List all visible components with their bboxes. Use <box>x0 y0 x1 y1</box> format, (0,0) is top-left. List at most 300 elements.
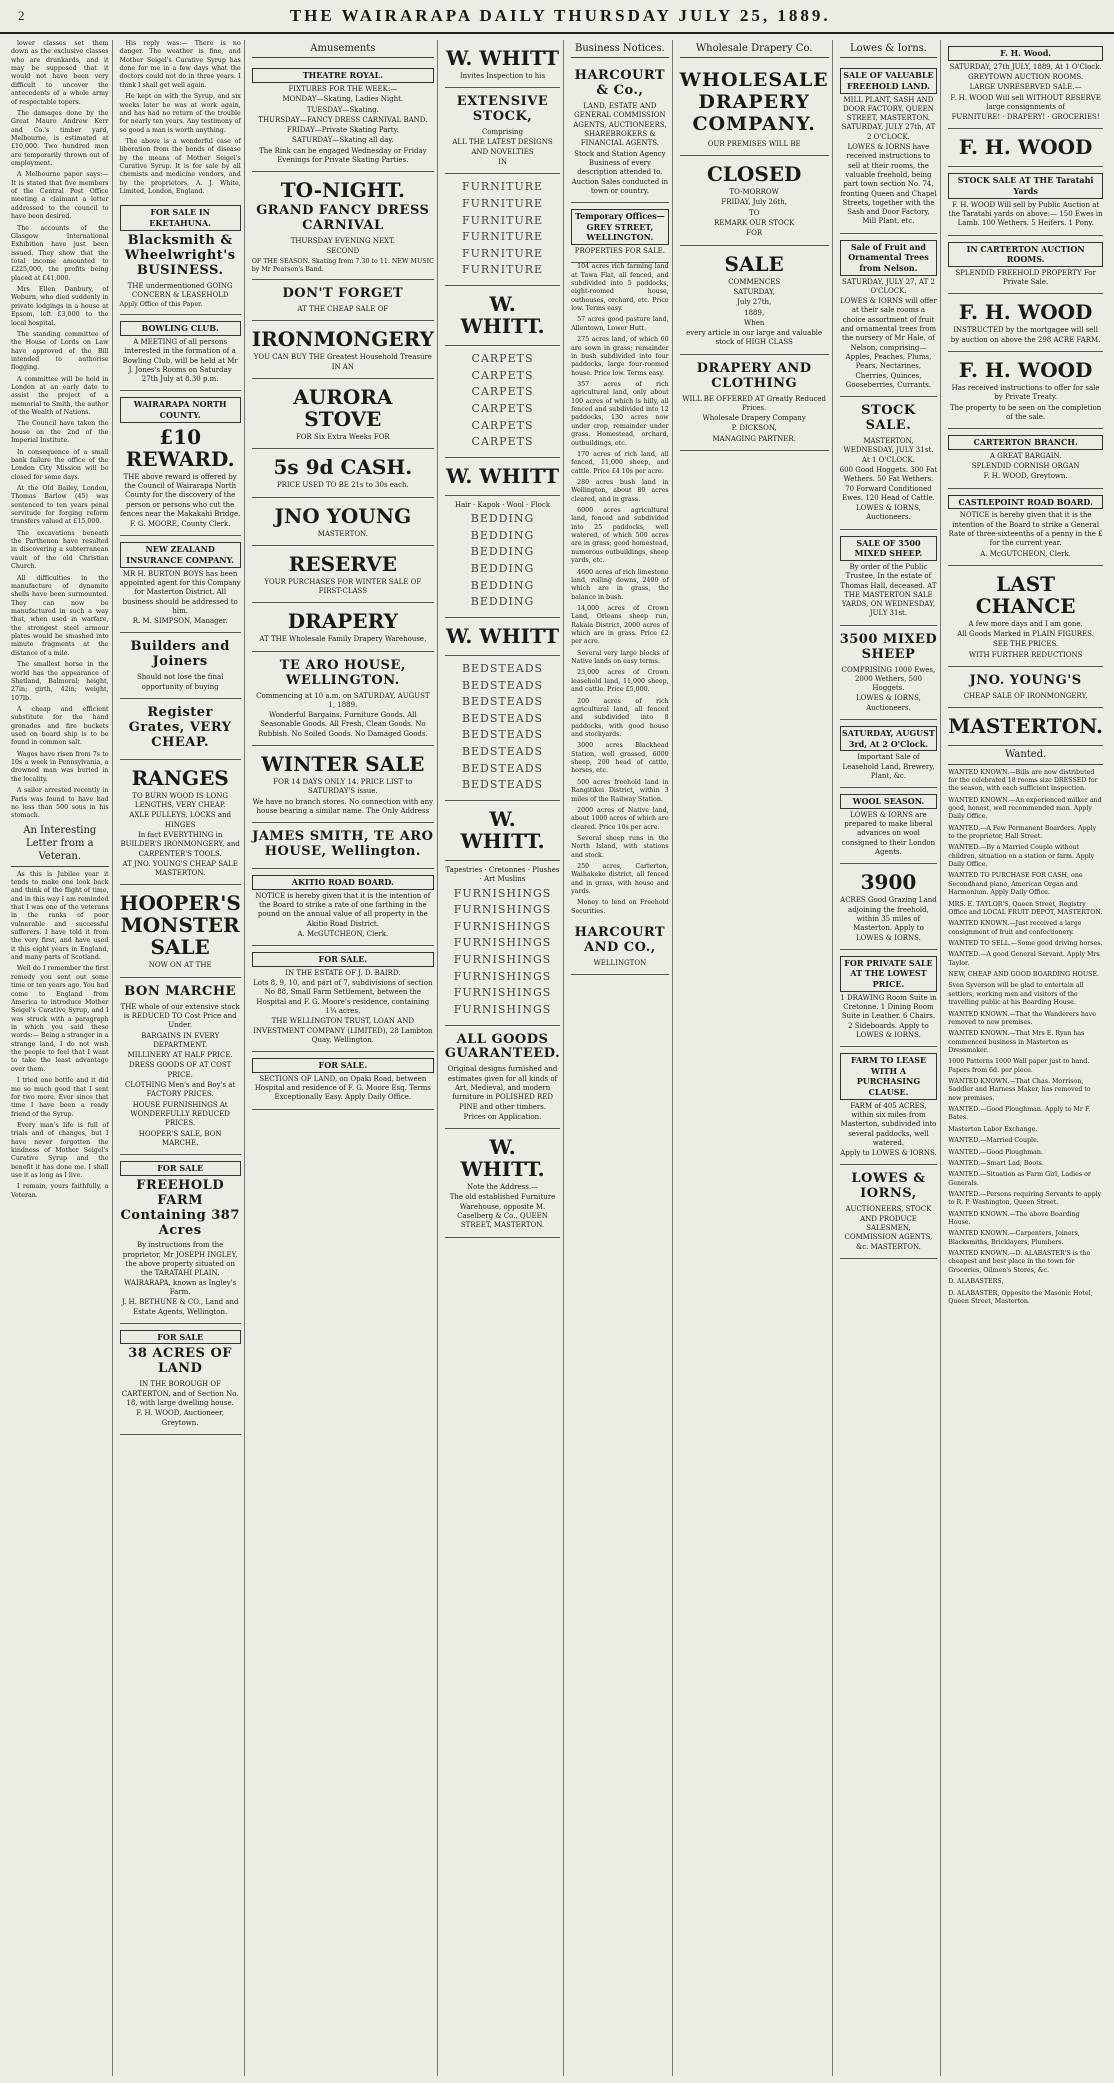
wanted-notice: WANTED.—Married Couple. <box>948 1137 1039 1145</box>
advertisement <box>840 950 938 1047</box>
advertisement <box>120 633 241 698</box>
ad-title: JNO. YOUNG'S <box>969 672 1082 688</box>
news-paragraph: He kept on with the Syrup, and six weeks later he was at work again, and has had no return of the trouble for nearly ten years. Any testimony of so good a man is worth anything. <box>119 93 241 134</box>
advertisement <box>680 355 829 451</box>
advertisement <box>680 62 829 156</box>
advertisement <box>948 294 1103 352</box>
ad-display-title: W. WHITT <box>445 623 560 648</box>
ad-repeat-word: FURNITURE <box>461 246 544 260</box>
ad-line: When <box>743 318 765 327</box>
advertisement <box>840 530 938 626</box>
advertisement <box>948 167 1103 235</box>
advertisement <box>445 458 560 496</box>
property-listing: 4600 acres of rich limestone land, rolling downs, 2400 of which are in grass, the balance in bush. <box>571 568 669 601</box>
wanted-notice: NEW, CHEAP AND GOOD BOARDING HOUSE. <box>948 971 1100 979</box>
ad-repeat-word: BEDDING <box>470 595 535 609</box>
ad-line: The old established Furniture Warehouse, opposite M. Caselberg & Co., QUEEN STREET, MASTERTON. <box>449 1193 556 1230</box>
ad-display-title: F. H. WOOD <box>958 357 1093 382</box>
ad-repeat-word: BEDSTEADS <box>461 728 544 742</box>
advertisement <box>252 823 434 869</box>
ad-line: MILL PLANT, SASH AND DOOR FACTORY, QUEEN STREET, MASTERTON. SATURDAY, JULY 27th, AT 2 O'CLOCK. <box>841 95 936 141</box>
ad-display-title: W. WHITT. <box>460 1135 545 1182</box>
ad-line: CHEAP SALE OF IRONMONGERY, <box>963 691 1088 700</box>
advertisement <box>840 62 938 233</box>
property-listing: 275 acres land, of which 60 are sown in grass; remainder in bush subdivided into four paddocks, large four-roomed house. Price low. Terms easy. <box>571 336 669 377</box>
advertisement <box>252 869 434 946</box>
ad-line: By instructions from the proprietor, Mr JOSEPH INGLEY, the above property situated on the TARATAHI PLAIN, WAIRARAPA, known as Ingley's Farm. <box>122 1241 238 1296</box>
wanted-notice: 1000 Patterns 1000 Wall paper just to hand. Papers from 6d. per piece. <box>948 1058 1090 1074</box>
advertisement <box>840 1047 938 1165</box>
ad-display-title: DRAPERY <box>287 609 398 634</box>
ad-repeat-word: FURNITURE <box>461 263 544 277</box>
section-heading: Lowes & Iorns. <box>840 42 938 58</box>
advertisement <box>948 708 1103 746</box>
ad-line: IN THE ESTATE OF J. D. BAIRD. <box>285 968 401 977</box>
letter-paragraph: I remain, yours faithfully, a Veteran. <box>11 1183 109 1199</box>
ad-line: YOUR PURCHASES FOR WINTER SALE OF FIRST-CLASS <box>264 577 422 596</box>
ad-line: WITH FURTHER REDUCTIONS <box>968 650 1083 659</box>
ad-line: LAND, ESTATE AND GENERAL COMMISSION AGENTS, AUCTIONEERS, SHAREBROKERS & FINANCIAL AGENTS. <box>573 102 667 148</box>
ad-heading: F. H. Wood. <box>948 46 1103 61</box>
ad-line: ALL THE LATEST DESIGNS AND NOVELTIES <box>452 138 553 156</box>
ad-display-title: HOOPER'S MONSTER SALE <box>119 891 241 960</box>
column-business-notices <box>568 40 673 2076</box>
ad-title: TE ARO HOUSE, WELLINGTON. <box>279 657 406 688</box>
wanted-notice: WANTED KNOWN.—The above Boarding House. <box>948 1210 1080 1227</box>
ad-title: ALL GOODS GUARANTEED. <box>444 1031 561 1062</box>
ad-repeat-word: FURNITURE <box>461 213 544 227</box>
ad-line: F. H. WOOD, Greytown. <box>983 472 1068 481</box>
property-listing: 250 acres, Carterton, Waihakeke district, all fenced and in grass, with house and yards. <box>571 863 669 896</box>
advertisement <box>445 286 560 346</box>
wanted-notice: WANTED KNOWN.—An experienced milker and good, honest, well recommended man. Apply Daily Office. <box>948 796 1102 821</box>
advertisement <box>445 861 560 1026</box>
ad-line: FARM of 405 ACRES, within six miles from Masterton, subdivided into several paddocks, well watered. <box>840 1101 937 1147</box>
advertisement <box>445 346 560 458</box>
ad-repeat-word: CARPETS <box>471 435 534 449</box>
ad-repeat-word: BEDSTEADS <box>461 778 544 792</box>
column-wood-wanted <box>945 40 1106 2076</box>
wanted-notice: WANTED KNOWN.—Just received a large consignment of fruit and confectionery. <box>948 920 1082 936</box>
news-paragraph: The smallest horse in the world has the appearance of Shetland, Balmoral; height, 27in; girth, 42in; weight, 107lb. <box>11 661 109 702</box>
section-heading: Wholesale Drapery Co. <box>680 42 829 58</box>
ad-title: 38 ACRES OF LAND <box>128 1346 233 1377</box>
ad-display-title: IRONMONGERY <box>251 327 434 352</box>
ad-display-title: WINTER SALE <box>261 752 425 777</box>
ad-heading: FOR SALE <box>120 1330 241 1345</box>
ad-line: TO BURN WOOD IS LONG LENGTHS, VERY CHEAP. <box>132 791 228 810</box>
ad-line: We have no branch stores. No connection with any house bearing a similar name. The Only Address <box>252 797 434 815</box>
ad-line: YOU CAN BUY THE Greatest Household Treasure IN AN <box>253 353 432 371</box>
ad-line: A. McGUTCHEON, Clerk. <box>297 929 389 938</box>
news-paragraph: A cheap and efficient substitute for the hand grenades and fire buckets used on board ship is to be found in common salt. <box>11 705 109 747</box>
ad-line: SPLENDID FREEHOLD PROPERTY For Private Sale. <box>955 268 1096 287</box>
ad-title: Builders and Joiners <box>130 639 230 670</box>
ad-repeat-word: FURNISHINGS <box>453 1002 552 1016</box>
ad-line: THE WELLINGTON TRUST, LOAN AND INVESTMENT COMPANY (LIMITED), 28 Lambton Quay, Wellington. <box>253 1017 433 1044</box>
ad-heading: FOR PRIVATE SALE AT THE LOWEST PRICE. <box>840 956 938 992</box>
ad-display-title: CLOSED <box>706 162 802 187</box>
ad-repeat-word: BEDSTEADS <box>461 695 544 709</box>
news-paragraph: At the Old Bailey, London, Thomas Barlow (45) was sentenced to ten years penal servitude for forging reform transfers valued at £15,000. <box>11 484 109 526</box>
ad-line: DRESS GOODS OF AT COST PRICE. <box>128 1061 232 1079</box>
ad-line: July 27th, <box>737 298 772 307</box>
ad-line: HOOPER'S SALE, BON MARCHE. <box>138 1129 222 1147</box>
ad-repeat-word: BEDSTEADS <box>461 661 544 675</box>
ad-line: MONDAY—Skating, Ladies Night. <box>282 95 404 104</box>
property-listing: 14,000 acres of Crown Land, Orleans sheep run, Rakaia District, 2000 acres of which are in grass. Price £2 per acre. <box>571 604 669 646</box>
advertisement <box>840 864 938 949</box>
ad-line: ACRES Good Grazing Land adjoining the freehold, within 35 miles of Masterton. Apply to LOWES & IORNS. <box>840 896 937 942</box>
advertisement <box>252 449 434 497</box>
news-paragraph: The accounts of the Glasgow International Exhibition have just been issued. They show that the total income amounted to £225,000, the profits being placed at £41,000. <box>11 224 109 282</box>
page-columns <box>8 40 1106 2076</box>
ad-line: LOWES & IORNS will offer at their sale rooms a choice assortment of fruit and ornamental trees from the nursery of Mr Hale, of Nelson, comprising— Apples, Peaches, Plums, Pears, Nectarines, Cherries, Quinces, Gooseberries, Currants. <box>840 297 937 389</box>
wanted-notice: D. ALABASTERS, <box>948 1278 1004 1286</box>
ad-line: FOR 14 DAYS ONLY 14. PRICE LIST to SATURDAY'S issue. <box>273 778 413 796</box>
news-paragraph: lower classes set them down as the exclusive classes who are drunkards, and it may be supposed that it would not have been very difficult to uncover the antecedents of a whole army of respectable topers. <box>11 40 109 106</box>
wanted-notice: Sven Syverson will be glad to entertain all settlers, working men and visitors of the travelling public at his Boarding House. <box>948 982 1084 1007</box>
ad-repeat-word: FURNITURE <box>461 180 544 194</box>
ad-line: SATURDAY, <box>733 287 775 296</box>
ad-line: TO-MORROW <box>729 188 779 197</box>
ad-repeat-word: CARPETS <box>471 368 534 382</box>
ad-subtext: Hair · Kapok · Wool · Flock <box>454 500 551 509</box>
section-heading: Business Notices. <box>571 42 669 58</box>
column-amusements <box>249 40 438 2076</box>
ad-repeat-word: FURNISHINGS <box>453 903 552 917</box>
ad-line: SATURDAY, JULY 27, AT 2 O'CLOCK. <box>841 277 935 295</box>
column-news-1 <box>8 40 113 2076</box>
masthead <box>0 0 1114 34</box>
ad-subtext: Tapestries · Cretonnes · Plushes · Art Muslins <box>445 865 560 884</box>
ad-line: AT THE Wholesale Family Drapery Warehouse, <box>259 635 427 644</box>
property-listing: 6000 acres agricultural land, fenced and subdivided into 25 paddocks, well watered, of which 500 acres are in grass; good homestead, numerous outbuildings, sheep yards, etc. <box>571 507 669 565</box>
ad-line: THE undermentioned GOING CONCERN & LEASEHOLD <box>127 281 233 299</box>
wanted-notice: WANTED.—A good General Servant. Apply Mrs Taylor. <box>948 951 1100 967</box>
advertisement <box>252 946 434 1052</box>
ad-line: LOWES & IORNS, Auctioneers. <box>856 504 921 522</box>
ad-display-title: WHOLESALE DRAPERY COMPANY. <box>679 69 829 135</box>
ad-display-title: F. H. WOOD <box>958 300 1093 325</box>
ad-line: AXLE PULLEYS, LOCKS and HINGES <box>129 811 231 829</box>
ad-line: Prices on Application. <box>463 1112 542 1121</box>
ad-heading: WOOL SEASON. <box>840 794 938 809</box>
ad-line: SECTIONS OF LAND, on Opaki Road, between Hospital and residence of F. G. Moore Esq. Terms Exceptionally Easy. Apply Daily Office. <box>254 1074 431 1102</box>
wanted-notice: WANTED.—By a Married Couple without children, situation on a station or farm. Apply Daily Office. <box>948 844 1095 869</box>
advertisement <box>445 656 560 801</box>
column-lowes-iorns <box>837 40 942 2076</box>
ad-heading: Temporary Offices— GREY STREET, WELLINGTON. <box>571 209 669 245</box>
ad-display-title: F. H. WOOD <box>958 135 1093 160</box>
ad-line: NOTICE is hereby given that it is the intention of the Board to strike a General Rate of three-sixteenths of a penny in the £ for the current year. <box>948 511 1103 548</box>
ad-line: F. H. WOOD Will sell WITHOUT RESERVE large consignments of <box>950 93 1101 111</box>
advertisement <box>948 489 1103 566</box>
advertisement <box>948 429 1103 489</box>
wanted-notice: WANTED TO SELL.—Some good driving horses. <box>948 939 1103 947</box>
ad-line: Should not lose the final opportunity of buying <box>136 673 224 691</box>
ad-line: FRIDAY—Private Skating Party. <box>286 126 399 135</box>
ad-line: FRIDAY, July 26th, <box>721 198 787 207</box>
property-listing: 104 acres rich farming land at Tawa Flat, all fenced, and subdivided into 5 paddocks, eight-roomed house, outhouses, orchard, etc. Price low. Terms easy. <box>571 263 669 313</box>
ad-title: EXTENSIVE STOCK, <box>456 94 549 125</box>
advertisement <box>252 546 434 604</box>
ad-line: A MEETING of all persons interested in the formation of a Bowling Club, will be held at Mr J. Jones's Rooms on Saturday 27th July at 8.30 p.m. <box>122 337 238 384</box>
ad-title: Register Grates, VERY CHEAP. <box>128 704 232 750</box>
property-listing: Money to lend on Freehold Securities. <box>571 899 669 915</box>
ad-line: FOR <box>746 229 763 238</box>
advertisement <box>445 496 560 618</box>
ad-line: PROPERTIES FOR SALE. <box>574 247 665 256</box>
property-listing: 3000 acres Blackhead Station, well grassed, 6000 sheep, 200 head of cattle, horses, etc. <box>571 742 669 775</box>
wanted-notice: D. ALABASTER, Opposite the Masonic Hotel, Queen Street, Masterton. <box>948 1289 1093 1305</box>
ad-line: Apply to LOWES & IORNS. <box>840 1149 937 1158</box>
ad-line: Important Sale of Leasehold Land, Brewery, Plant, &c. <box>842 753 935 780</box>
ad-display-title: RANGES <box>131 765 229 790</box>
wanted-notice: WANTED TO PURCHASE FOR CASH, one Secondhand piano, American Organ and Harmonium. Apply Daily Office. <box>948 872 1083 897</box>
ad-display-title: RESERVE <box>288 551 397 576</box>
advertisement <box>252 603 434 651</box>
ad-heading: FOR SALE. <box>252 952 434 967</box>
advertisement <box>445 801 560 861</box>
ad-repeat-word: BEDSTEADS <box>461 745 544 759</box>
letter-paragraph: As this is Jubilee year it tends to make one look back and think of the flight of time, and in this way I am reminded that I was one of the veterans in the ranks of poor vulnerable and successful sufferers. I have told it from the very first, and have used it this eight years in England, and many parts of Scotland. <box>11 870 109 962</box>
ad-line: LOWES & IORNS have received instructions to sell at their rooms, the valuable freehold, being part town section No. 74, fronting Queen and Chapel Streets, together with the Sash and Door Factory, Mill Plant, etc. <box>840 143 937 226</box>
ad-repeat-word: BEDSTEADS <box>461 711 544 725</box>
ad-line: LOWES & IORNS are prepared to make liberal advances on wool consigned to their London Agents. <box>841 810 936 857</box>
wanted-notice: WANTED.—Good Ploughman. <box>948 1148 1043 1156</box>
property-listing: 280 acres bush land in Wellington, about 80 acres cleared, and in grass. <box>571 478 669 503</box>
ad-line: FOR Six Extra Weeks FOR <box>295 432 390 441</box>
ad-line: REMARK OUR STOCK <box>714 219 795 228</box>
advertisement <box>680 156 829 245</box>
ad-line: PRICE USED TO BE 21s to 30s each. <box>276 481 409 490</box>
wanted-notice: WANTED.—Smart Lad, Boots. <box>948 1159 1044 1167</box>
ad-line: The Rink can be engaged Wednesday or Friday Evenings for Private Skating Parties. <box>259 146 427 164</box>
advertisement <box>252 498 434 546</box>
advertisement <box>948 667 1103 708</box>
ad-line: In fact EVERYTHING in BUILDER'S IRONMONGERY, and CARPENTER'S TOOLS. <box>120 830 240 858</box>
ad-repeat-word: FURNISHINGS <box>453 986 552 1000</box>
ad-line: F. H. WOOD, Auctioneer, Greytown. <box>136 1409 224 1427</box>
advertisement <box>252 280 434 321</box>
page-number: 2 <box>18 8 25 23</box>
ad-repeat-word: CARPETS <box>471 385 534 399</box>
ad-repeat-word: BEDDING <box>470 545 535 559</box>
ad-repeat-word: FURNISHINGS <box>453 886 552 900</box>
ad-heading: THEATRE ROYAL. <box>252 68 434 83</box>
ad-line: Note the Address.— <box>466 1183 539 1192</box>
ad-title: HARCOURT & Co., <box>574 68 666 99</box>
ad-line: Original designs furnished and estimates given for all kinds of Art, Medieval, and modern furniture in POLISHED RED PINE and other timbers. <box>447 1065 558 1111</box>
advertisement <box>840 397 938 530</box>
advertisement <box>571 203 669 263</box>
advertisement <box>840 788 938 864</box>
newspaper-title: THE WAIRARAPA DAILY THURSDAY JULY 25, 1889. <box>289 6 831 25</box>
ad-heading: CASTLEPOINT ROAD BOARD. <box>948 495 1103 510</box>
section-heading: Amusements <box>252 42 434 58</box>
property-listing: 2000 acres of Native land, about 1000 acres of which are cleared. Price 10s per acre. <box>571 806 669 831</box>
ad-line: LARGE UNRESERVED SALE.— <box>969 83 1082 92</box>
ad-line: NOW ON AT THE <box>148 961 212 970</box>
ad-line: SEE THE PRICES. <box>992 640 1059 649</box>
advertisement <box>680 246 829 355</box>
ad-repeat-word: FURNISHINGS <box>453 936 552 950</box>
advertisement <box>120 199 241 315</box>
property-listing: 357 acres of rich agricultural land, only about 100 acres of which is hilly, all fenced and subdivided into 12 paddocks, 130 acres now under crop, remainder under grass. Homestead, orchard, outbuildings, etc. <box>571 380 669 447</box>
ad-line: MASTERTON. <box>317 529 368 538</box>
ad-line: AUCTIONEERS, STOCK AND PRODUCE SALESMEN, COMMISSION AGENTS, &c. MASTERTON. <box>844 1205 933 1251</box>
ad-repeat-word: BEDDING <box>470 562 535 576</box>
advertisement-footer <box>571 919 669 975</box>
ad-line: Has received instructions to offer for sale by Private Treaty. <box>951 383 1100 402</box>
ad-heading: SATURDAY, AUGUST 3rd, At 2 O'Clock. <box>840 726 938 751</box>
news-paragraph: In consequence of a small bank failure the office of the London City Mission will be closed for some days. <box>11 448 109 481</box>
ad-title: DON'T FORGET <box>282 286 404 302</box>
ad-display-title: MASTERTON. <box>948 714 1103 739</box>
ad-line: LOWES & IORNS, Auctioneers. <box>856 694 921 712</box>
advertisement <box>120 391 241 536</box>
advertisement <box>445 1129 560 1237</box>
wanted-notice: Masterton Labor Exchange. <box>948 1125 1038 1133</box>
advertisement <box>948 566 1103 667</box>
ad-line: Comprising <box>481 128 524 137</box>
ad-line: 600 Good Hoggets. 300 Fat Wethers. 50 Fat Wethers. 70 Forward Conditioned Ewes. 120 Head of Cattle. <box>839 465 938 502</box>
ad-line: AT THE CHEAP SALE OF <box>297 305 389 314</box>
wanted-notice: WANTED KNOWN.—D. ALABASTER'S is the cheapest and best place in the town for Groceries, Oilmen's Stores, &c. <box>948 1250 1091 1274</box>
ad-display-title: JNO YOUNG <box>274 503 412 528</box>
ad-line: FIXTURES FOR THE WEEK:— <box>288 84 398 93</box>
ad-title: GRAND FANCY DRESS CARNIVAL <box>256 203 430 234</box>
advertisement <box>120 1155 241 1324</box>
news-paragraph: A Melbourne paper says:— It is stated that five members of the Central Post Office meeting a claimant a letter addressed to the council to have been desired. <box>11 171 109 221</box>
ad-display-title: W. WHITT <box>445 46 560 70</box>
ad-heading: NEW ZEALAND INSURANCE COMPANY. <box>120 542 241 567</box>
ad-line: INSTRUCTED by the mortgagee will sell by auction on above the 298 ACRE FARM. <box>950 326 1101 344</box>
ad-repeat-word: FURNISHINGS <box>453 919 552 933</box>
news-paragraph: All difficulties in the manufacture of dynamite shells have been surmounted. They can now be manufactured in such a way that, when used in warfare, the strongest steel armour plates would be smashed into minute fragments at the distance of a mile. <box>11 574 109 657</box>
ad-line: TUESDAY—Skating. <box>306 105 379 114</box>
advertisement <box>252 746 434 823</box>
advertisement <box>120 1324 241 1435</box>
ad-line: The property to be seen on the completion of the sale. <box>949 403 1102 421</box>
ad-repeat-word: BEDSTEADS <box>461 678 544 692</box>
ad-display-title: £10 REWARD. <box>125 424 235 471</box>
property-listing: 200 acres of rich agricultural land, all fenced and subdivided into 8 paddocks, with good house and stockyards. <box>571 697 669 738</box>
advertisement <box>948 40 1103 129</box>
wanted-notice: WANTED.—A Few Permanent Boarders. Apply to the proprietor, Hall Street. <box>948 824 1097 841</box>
ad-line: Wonderful Bargains. Furniture Goods. All Seasonable Goods. All Fresh, Clean Goods. No Rubbish. No Soiled Goods. No Damaged Goods. <box>257 711 428 738</box>
property-listing: Several very large blocks of Native lands on easy terms. <box>571 649 669 666</box>
news-paragraph: His reply was:— There is no danger. The weather is fine, and Mother Seigel's Curative Syrup has done for me in a few days what the doctors could not do in three years. I think I shall get well again. <box>119 40 241 89</box>
ad-heading: CARTERTON BRANCH. <box>948 435 1103 450</box>
advertisement <box>948 236 1103 295</box>
ad-line: WELLINGTON <box>593 959 647 968</box>
advertisement <box>252 652 434 746</box>
ad-line: All Goods Marked in PLAIN FIGURES. <box>957 630 1094 639</box>
advertisement <box>120 536 241 633</box>
ad-heading: FOR SALE. <box>252 1058 434 1073</box>
ad-line: AT JNO. YOUNG'S CHEAP SALE MASTERTON. <box>122 859 238 878</box>
ad-line: A GREAT BARGAIN. <box>989 451 1062 460</box>
ad-line: A few more days and I am gone. <box>968 619 1083 628</box>
ad-line: THE whole of our extensive stock is REDUCED TO Cost Price and Under. <box>120 1002 240 1030</box>
ad-line: F. H. WOOD Will sell by Public Auction at the Taratahi yards on above:— 150 Ewes in Lamb. 100 Wethers. 5 Heifers. 1 Pony. <box>948 200 1103 228</box>
wanted-notice: WANTED KNOWN.—That Mrs E. Ryan has commenced business in Masterton as Dressmaker. <box>948 1030 1085 1054</box>
ad-heading: SALE OF VALUABLE FREEHOLD LAND. <box>840 68 938 93</box>
property-listing: 57 acres good pasture land, Allentown, Lower Hutt. <box>571 316 669 332</box>
ad-line: Invites Inspection to his <box>459 72 546 80</box>
ad-line: IN THE BOROUGH OF CARTERTON, and of Section No. 18, with large dwelling house. <box>121 1380 239 1407</box>
ad-title: Blacksmith & Wheelwright's BUSINESS. <box>124 232 236 278</box>
ad-display-title: SALE <box>724 251 784 276</box>
ad-repeat-word: FURNITURE <box>461 196 544 210</box>
property-listing: 170 acres of rich land, all fenced, 11,000 sheep, and cattle. Price £4 10s per acre. <box>571 450 669 475</box>
ad-line: R. M. SIMPSON, Manager. <box>132 617 228 626</box>
advertisement <box>252 1052 434 1110</box>
ad-repeat-word: BEDSTEADS <box>461 761 544 775</box>
advertisement <box>120 978 241 1155</box>
ad-display-title: LAST CHANCE <box>975 571 1076 618</box>
ad-line: TO <box>748 208 760 217</box>
ad-repeat-word: CARPETS <box>471 401 534 415</box>
ad-line: Commencing at 10 a.m. on SATURDAY, AUGUST 1, 1889. <box>256 691 430 709</box>
column-whitt-furniture <box>442 40 564 2076</box>
wanted-notice: WANTED KNOWN.—That the Wanderers have removed to new premises. <box>948 1010 1096 1026</box>
advertisement <box>120 760 241 886</box>
ad-line: CLOTHING Men's and Boy's at FACTORY PRICES. <box>125 1081 236 1099</box>
ad-display-title: W. WHITT. <box>460 292 545 339</box>
wanted-notice: WANTED.—Situation as Farm Girl, Ladies or Generals. <box>948 1171 1091 1187</box>
ad-line: MR H. BURTON BOYS has been appointed agent for this Company for Masterton District. All business should be addressed to him. <box>119 569 241 615</box>
wanted-notice: WANTED.—Good Ploughman. Apply to Mr F. Bates. <box>948 1106 1091 1122</box>
advertisement <box>571 62 669 203</box>
ad-heading: AKITIO ROAD BOARD. <box>252 875 434 890</box>
advertisement <box>445 88 560 174</box>
advertisement <box>840 1165 938 1258</box>
ad-repeat-word: FURNISHINGS <box>453 953 552 966</box>
ad-line: BARGAINS IN EVERY DEPARTMENT. <box>141 1031 220 1049</box>
ad-line: every article in our large and valuable stock of HIGH CLASS <box>686 329 823 347</box>
ad-heading: SALE OF 3500 MIXED SHEEP. <box>840 536 938 561</box>
wanted-notice: WANTED KNOWN.—That Chas. Morrison, Saddler and Harness Maker, has removed to new premises. <box>948 1078 1091 1102</box>
ad-line: MILLINERY AT HALF PRICE. <box>127 1051 233 1060</box>
advertisement <box>840 234 938 397</box>
advertisement <box>445 174 560 286</box>
ad-line: FURNITURE! · DRAPERY! · GROCERIES! <box>951 113 1100 122</box>
wanted-notice: MRS. E. TAYLOR'S, Queen Street, Registry Office and LOCAL FRUIT DEPOT, MASTERTON. <box>948 900 1103 916</box>
advertisement <box>948 352 1103 429</box>
news-paragraph: The Council have taken the house on the 2nd of the Imperial Institute. <box>11 420 109 445</box>
advertisement <box>120 315 241 391</box>
advertisement <box>445 40 560 88</box>
news-paragraph: Wages have risen from 7s to 10s a week in Pennsylvania, a drowned man was buried in the locality. <box>11 750 109 783</box>
ad-repeat-word: CARPETS <box>471 352 534 366</box>
ad-display-title: AURORA STOVE <box>293 384 393 431</box>
ad-line: A. McGUTCHEON, Clerk. <box>980 549 1071 558</box>
news-paragraph: A committee will be held in London at an early date to assist the project of a memorial to Smith, the author of the Wealth of Nations. <box>11 375 109 417</box>
advertisement <box>840 626 938 720</box>
ad-title: JAMES SMITH, TE ARO HOUSE, Wellington. <box>252 829 434 860</box>
ad-line: HOUSE FURNISHINGS At WONDERFULLY REDUCED PRICES. <box>130 1100 230 1128</box>
ad-heading: FOR SALE IN EKETAHUNA. <box>120 205 241 230</box>
property-listing: 500 acres freehold land in Rangitikei District, within 3 miles of the Railway Station. <box>571 778 669 803</box>
ad-display-title: 5s 9d CASH. <box>273 455 413 480</box>
ad-line: COMMENCES <box>728 277 781 286</box>
ad-line: GREYTOWN AUCTION ROOMS. <box>968 72 1084 81</box>
advertisement <box>445 618 560 656</box>
ad-heading: STOCK SALE AT THE Taratahi Yards <box>948 173 1103 198</box>
